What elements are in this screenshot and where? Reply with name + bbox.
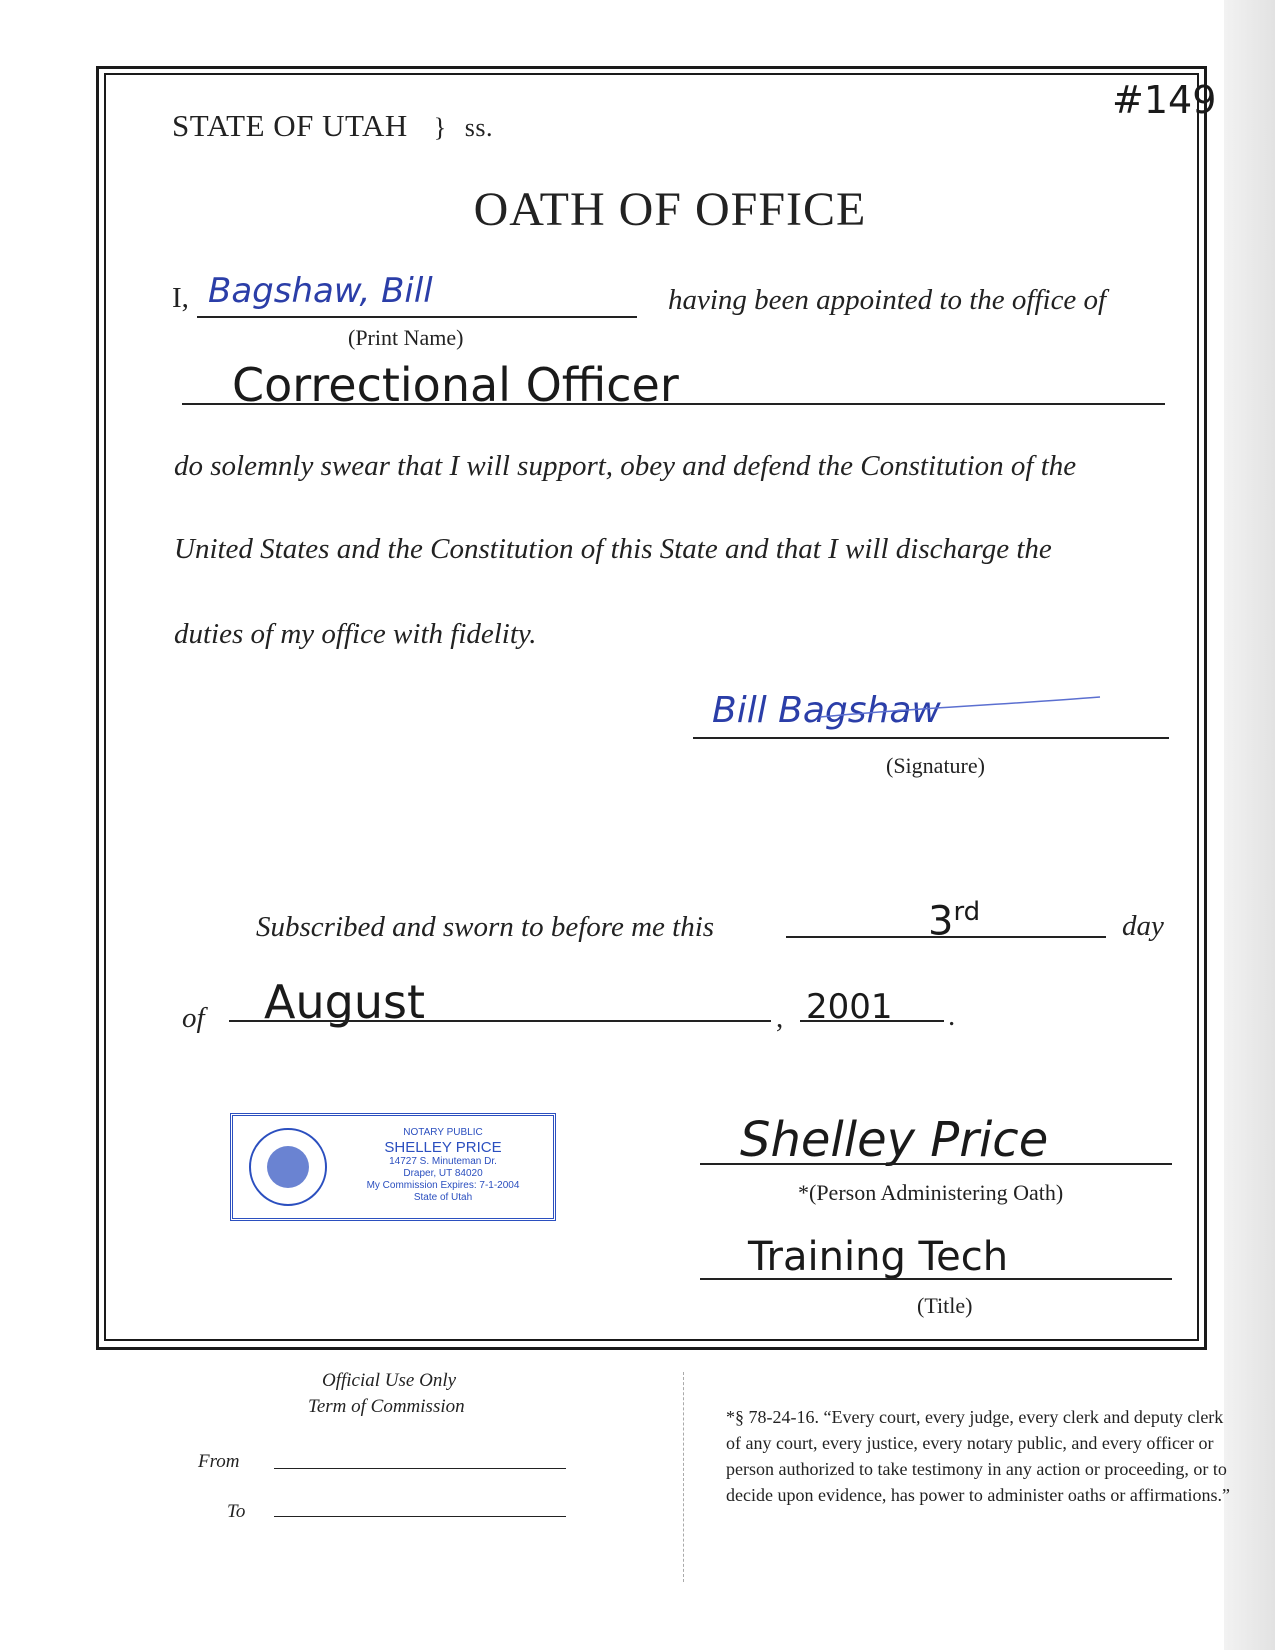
to-label: To — [227, 1501, 246, 1522]
state-heading — [172, 108, 493, 144]
day-label: day — [1122, 910, 1164, 942]
print-name-caption: (Print Name) — [348, 325, 464, 350]
page-edge — [1224, 0, 1275, 1650]
sworn-year: 2001 — [806, 987, 893, 1027]
document-number: #149 — [1112, 78, 1217, 122]
footer-divider — [683, 1372, 684, 1582]
sworn-day-value: 3 — [928, 898, 954, 945]
notary-seal — [230, 1113, 556, 1221]
year-rule — [800, 1020, 944, 1022]
administrator-rule — [700, 1163, 1172, 1165]
oath-body-line-1: do solemnly swear that I will support, obey and defend the Constitution of the — [174, 450, 1077, 482]
name-rule — [197, 316, 637, 318]
day-rule — [786, 936, 1106, 938]
of-label: of — [182, 1002, 205, 1034]
seal-address-1: 14727 S. Minuteman Dr. — [389, 1156, 497, 1167]
seal-state: State of Utah — [413, 1192, 473, 1203]
state-label: STATE OF UTAH — [172, 108, 408, 143]
ss-label: ss. — [464, 113, 493, 142]
administrator-caption: *(Person Administering Oath) — [798, 1180, 1064, 1205]
office-rule — [182, 403, 1165, 405]
title-caption: (Title) — [917, 1293, 973, 1318]
printed-name: Bagshaw, Bill — [208, 271, 433, 311]
sworn-text: Subscribed and sworn to before me this — [256, 911, 715, 943]
seal-name: SHELLEY PRICE — [384, 1139, 502, 1156]
seal-text — [333, 1127, 553, 1204]
statute-note: *§ 78-24-16. “Every court, every judge, every clerk and deputy clerk of any court, every justice, every notary public, and every officer or person authorized to take testimony in any action or proceeding, or to decide upon evidence, has power to administer oaths or affirmations.” — [726, 1407, 1231, 1505]
month-rule — [229, 1020, 771, 1022]
signature-rule — [693, 737, 1169, 739]
official-use-label: Official Use Only — [322, 1370, 457, 1391]
administrator-title: Training Tech — [748, 1234, 1009, 1280]
sworn-day-suffix: rd — [953, 897, 981, 927]
administrator-signature: Shelley Price — [740, 1112, 1049, 1168]
to-field[interactable] — [274, 1516, 566, 1517]
from-field[interactable] — [274, 1468, 566, 1469]
title-rule — [700, 1278, 1172, 1280]
i-prefix: I, — [172, 282, 189, 314]
brace: } — [433, 113, 447, 142]
page-title: OATH OF OFFICE — [473, 183, 867, 236]
month-comma: , — [776, 1002, 784, 1034]
sworn-month: August — [264, 975, 425, 1029]
year-period: . — [948, 1000, 956, 1032]
appointed-text: having been appointed to the office of — [668, 284, 1107, 316]
office-value: Correctional Officer — [232, 358, 679, 412]
seal-expires: My Commission Expires: 7-1-2004 — [366, 1180, 520, 1191]
oath-body-line-2: United States and the Constitution of this State and that I will discharge the — [174, 533, 1052, 565]
signature-flourish — [820, 695, 1110, 725]
from-label: From — [198, 1451, 240, 1472]
signature-caption: (Signature) — [886, 753, 985, 778]
oath-body-line-3: duties of my office with fidelity. — [174, 618, 537, 650]
seal-address-2: Draper, UT 84020 — [403, 1168, 483, 1179]
term-label: Term of Commission — [308, 1396, 465, 1417]
seal-title: NOTARY PUBLIC — [403, 1127, 483, 1138]
oath-signature: Bill Bagshaw — [712, 690, 941, 731]
state-seal-icon — [249, 1128, 327, 1206]
